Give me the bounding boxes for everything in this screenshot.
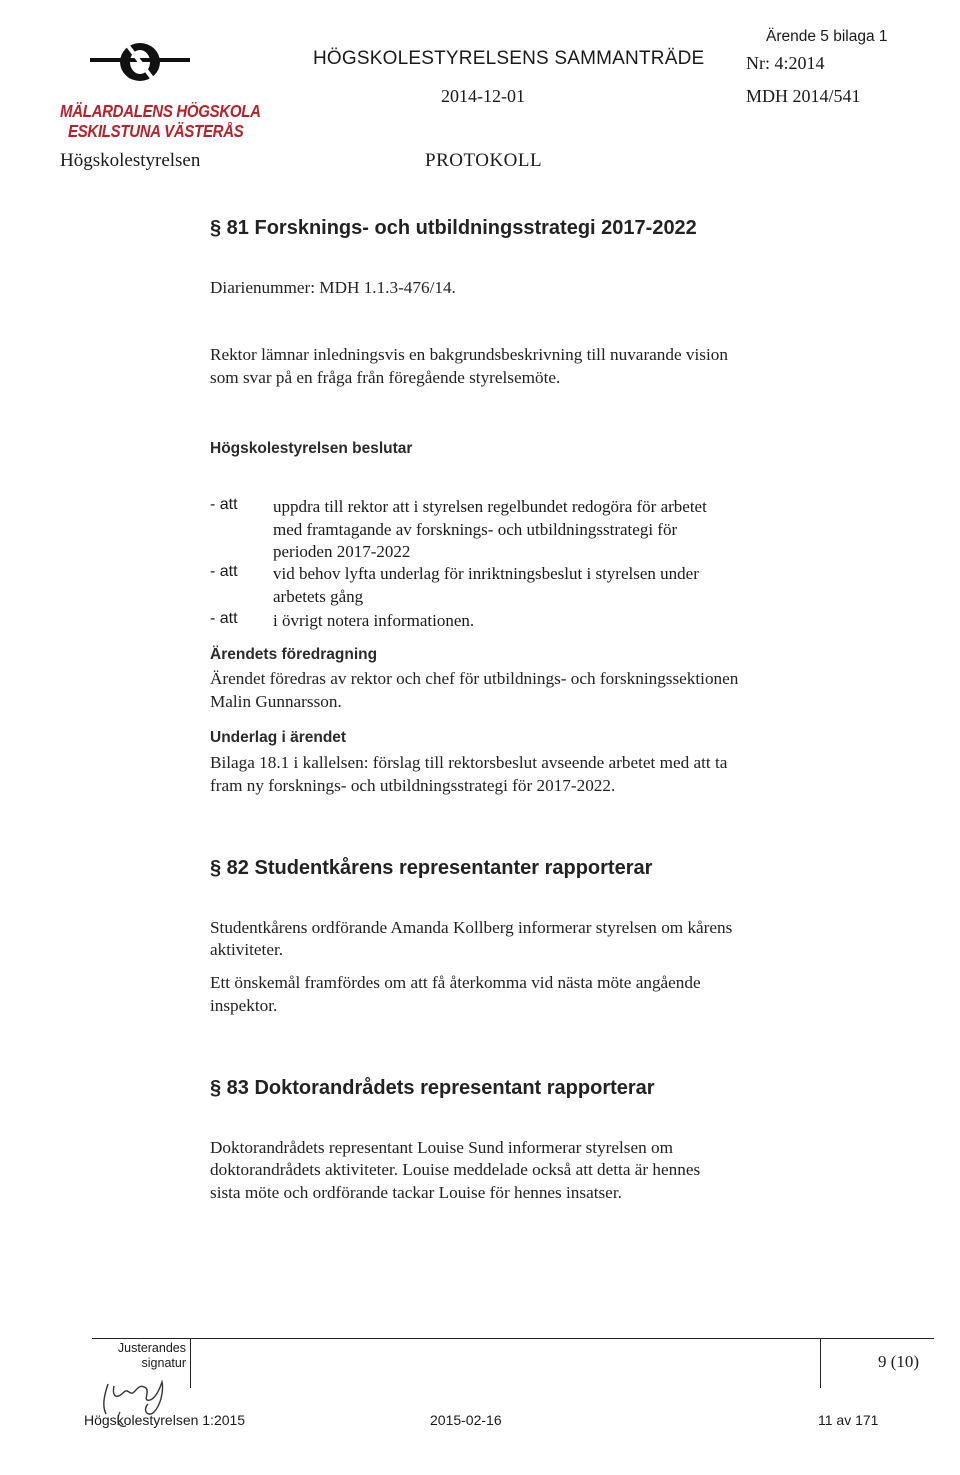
meeting-date: 2014-12-01 — [441, 86, 525, 106]
logo-text-line1: MÄLARDALENS HÖGSKOLA — [60, 102, 261, 122]
decision-1-dash: - att — [210, 496, 238, 513]
section-82-p2-line-2: inspektor. — [210, 996, 278, 1015]
section-83-line-3: sista möte och ordförande tackar Louise för hennes insatser. — [210, 1183, 622, 1202]
document-type: PROTOKOLL — [425, 150, 543, 171]
footer-date: 2015-02-16 — [430, 1412, 502, 1428]
attachment-note: Ärende 5 bilaga 1 — [766, 28, 888, 45]
footer-divider — [92, 1338, 934, 1339]
decision-3-line-1: i övrigt notera informationen. — [273, 611, 475, 630]
decision-2-line-1: vid behov lyfta underlag för inriktningsbeslut i styrelsen under — [273, 564, 699, 583]
decision-2-line-2: arbetets gång — [273, 586, 364, 606]
meeting-title: HÖGSKOLESTYRELSENS SAMMANTRÄDE — [313, 48, 705, 69]
section-82-p1-line-1: Studentkårens ordförande Amanda Kollberg informerar styrelsen om kårens — [210, 918, 733, 937]
footer-page-count: 11 av 171 — [818, 1412, 879, 1428]
org-name: Högskolestyrelsen — [60, 150, 201, 171]
decision-1-line-1: uppdra till rektor att i styrelsen regelbundet redogöra för arbetet — [273, 497, 707, 516]
decision-1 — [273, 496, 793, 564]
section-82-p2-line-1: Ett önskemål framfördes om att få återkomma vid nästa möte angående — [210, 973, 701, 992]
meeting-number: Nr: 4:2014 — [746, 53, 825, 73]
presentation-line-2: Malin Gunnarsson. — [210, 692, 342, 711]
basis-line-1: Bilaga 18.1 i kallelsen: förslag till rektorsbeslut avseende arbetet med att ta — [210, 753, 728, 772]
signature-label-line-1: Justerandes — [117, 1341, 186, 1355]
section-83-line-2: doktorandrådets aktiviteter. Louise meddelade också att detta är hennes — [210, 1160, 701, 1179]
presentation-line-1: Ärendet föredras av rektor och chef för utbildnings- och forskningssektionen — [210, 669, 739, 688]
case-number: MDH 2014/541 — [746, 86, 861, 106]
logo-emblem-icon — [90, 38, 190, 84]
registration-number: Diarienummer: MDH 1.1.3-476/14. — [210, 278, 456, 297]
decision-1-line-2: med framtagande av forsknings- och utbildningsstrategi för — [273, 519, 678, 539]
section-83-line-1: Doktorandrådets representant Louise Sund informerar styrelsen om — [210, 1138, 673, 1157]
presentation-heading: Ärendets föredragning — [210, 646, 378, 663]
decision-2-dash: - att — [210, 563, 238, 580]
signature-label-line-2: signatur — [141, 1356, 186, 1370]
footer-document-ref: Högskolestyrelsen 1:2015 — [84, 1412, 246, 1428]
decision-3-dash: - att — [210, 610, 238, 627]
decision-heading: Högskolestyrelsen beslutar — [210, 440, 413, 457]
university-logo — [60, 38, 261, 148]
intro-line-2: som svar på en fråga från föregående styrelsemöte. — [210, 368, 561, 387]
section-82-p1-line-2: aktiviteter. — [210, 940, 284, 959]
logo-text-line2: ESKILSTUNA VÄSTERÅS — [68, 122, 244, 142]
page-number: 9 (10) — [878, 1352, 920, 1371]
basis-heading: Underlag i ärendet — [210, 729, 347, 746]
section-81-heading: § 81 Forsknings- och utbildningsstrategi 2017-2022 — [210, 217, 697, 239]
decision-2 — [273, 563, 793, 608]
intro-line-1: Rektor lämnar inledningsvis en bakgrundsbeskrivning till nuvarande vision — [210, 345, 728, 364]
section-83-heading: § 83 Doktorandrådets representant rapporterar — [210, 1077, 655, 1099]
basis-line-2: fram ny forsknings- och utbildningsstrategi för 2017-2022. — [210, 776, 616, 795]
decision-1-line-3: perioden 2017-2022 — [273, 542, 411, 561]
section-82-heading: § 82 Studentkårens representanter rapporterar — [210, 857, 653, 879]
page-number-box-border — [820, 1338, 821, 1388]
decision-3 — [273, 610, 793, 633]
